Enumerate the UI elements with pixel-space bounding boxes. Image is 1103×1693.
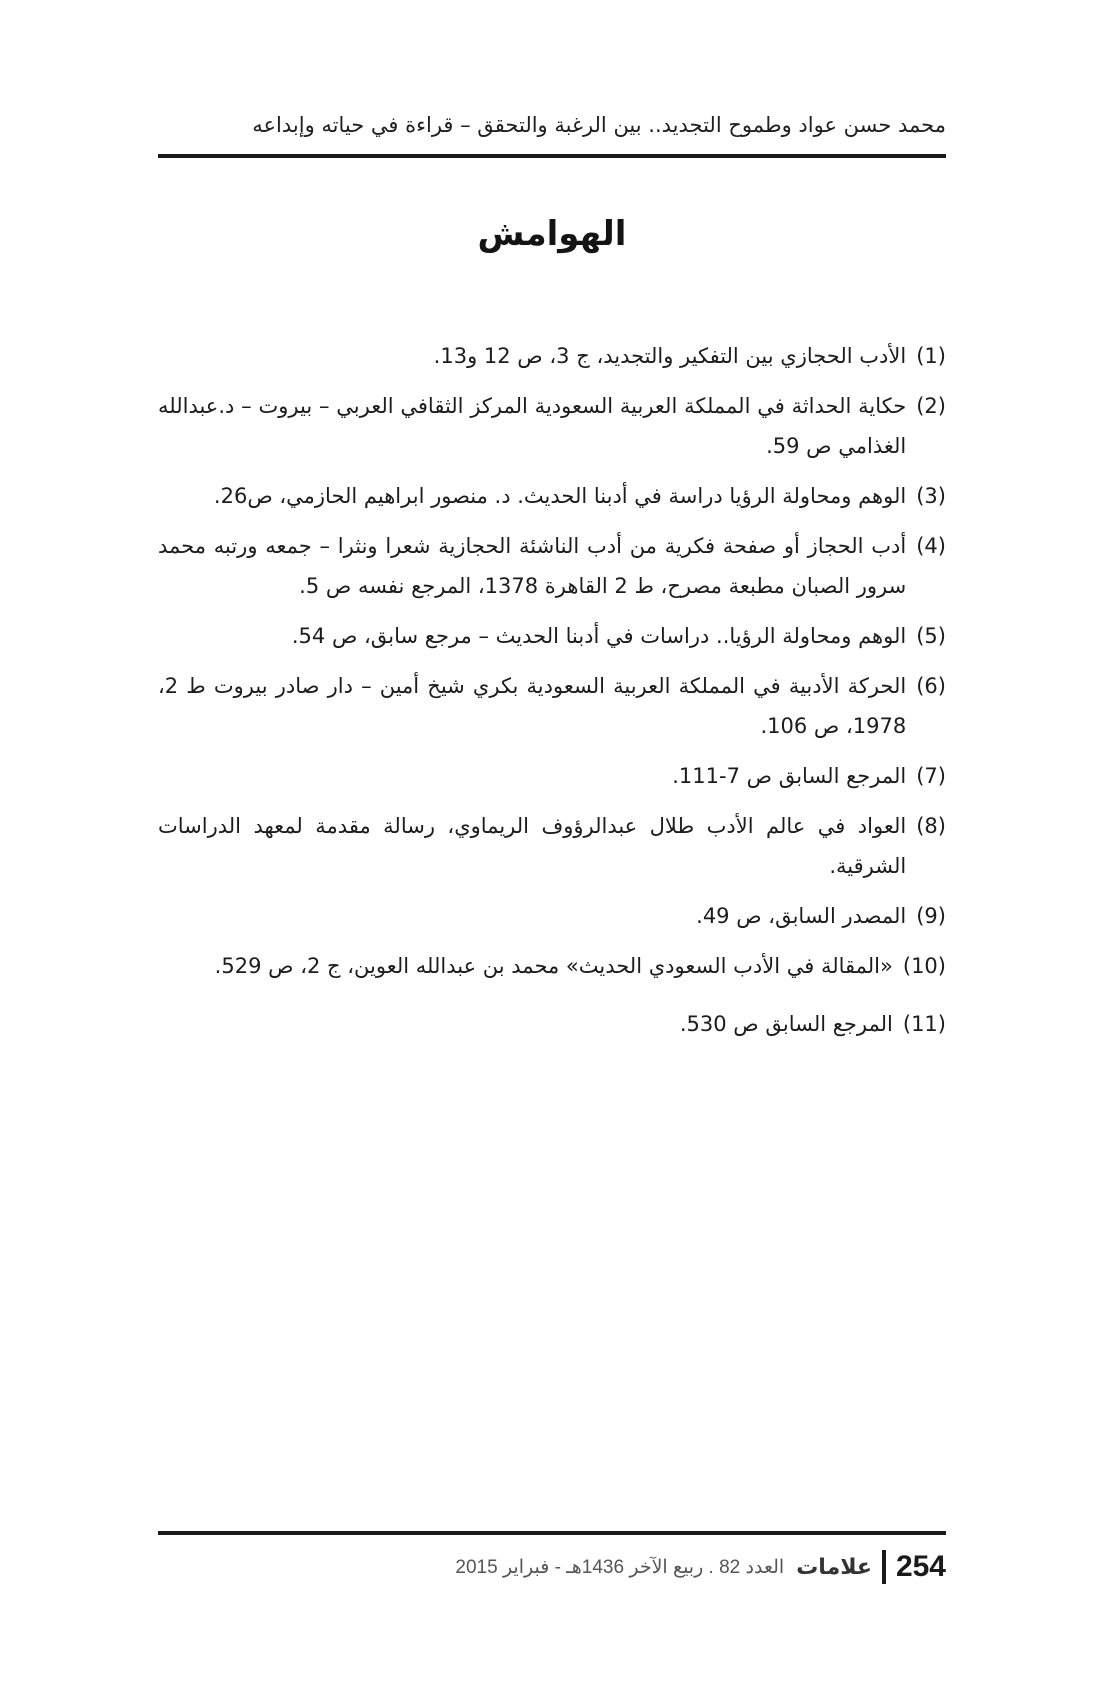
footnote-text: حكاية الحداثة في المملكة العربية السعودية المركز الثقافي العربي – بيروت – د.عبدالله الغذامي ص 59. <box>158 394 907 458</box>
footnote-number: (3) <box>916 484 946 508</box>
footer-divider <box>882 1550 886 1584</box>
section-title: الهوامش <box>477 214 627 254</box>
footnote-text: الوهم ومحاولة الرؤيا.. دراسات في أدبنا الحديث – مرجع سابق، ص 54. <box>291 624 907 648</box>
footnote-number: (9) <box>916 904 946 928</box>
footnote-text: «المقالة في الأدب السعودي الحديث» محمد بن عبدالله العوين، ج 2، ص 529. <box>214 954 893 978</box>
footnote-text: الوهم ومحاولة الرؤيا دراسة في أدبنا الحديث. د. منصور ابراهيم الحازمي، ص26. <box>213 484 907 508</box>
footnote-number: (7) <box>916 764 946 788</box>
footnote-number: (5) <box>916 624 946 648</box>
footnote-text: المصدر السابق، ص 49. <box>696 904 907 928</box>
footnote-text: الأدب الحجازي بين التفكير والتجديد، ج 3، ص 12 و13. <box>433 344 907 368</box>
running-header: محمد حسن عواد وطموح التجديد.. بين الرغبة والتحقق – قراءة في حياته وإبداعه <box>252 113 946 137</box>
footnote-number: (8) <box>916 814 946 838</box>
footnote-text: العواد في عالم الأدب طلال عبدالرؤوف الريماوي، رسالة مقدمة لمعهد الدراسات الشرقية. <box>158 814 907 878</box>
footnote-item <box>158 476 946 516</box>
footnote-item <box>158 616 946 656</box>
footnote-text: المرجع السابق ص 530. <box>679 1012 893 1036</box>
footnote-item <box>158 666 946 746</box>
footer-rule <box>158 1531 946 1535</box>
footnote-item <box>158 896 946 936</box>
footnote-number: (6) <box>916 674 946 698</box>
footnote-text: الحركة الأدبية في المملكة العربية السعودية بكري شيخ أمين – دار صادر بيروت ط 2، 1978، ص 106. <box>158 674 907 738</box>
footnote-number: (11) <box>902 1012 946 1036</box>
footnote-item <box>158 526 946 606</box>
header-rule <box>158 154 946 158</box>
footnote-text: أدب الحجاز أو صفحة فكرية من أدب الناشئة الحجازية شعرا ونثرا – جمعه ورتبه محمد سرور الصبان مطبعة مصرح، ط 2 القاهرة 1378، المرجع نفسه ص 5. <box>158 534 907 598</box>
footnote-item <box>158 336 946 376</box>
footnotes-list <box>158 336 946 1054</box>
footnote-item <box>158 806 946 886</box>
footnote-item <box>158 386 946 466</box>
issue-info: العدد 82 . ربيع الآخر 1436هـ - فبراير 2015 <box>455 1556 785 1578</box>
footnote-item <box>158 946 946 986</box>
footnote-item <box>158 756 946 796</box>
footnote-number: (2) <box>916 394 946 418</box>
footnote-number: (1) <box>916 344 946 368</box>
footnote-item <box>158 1004 946 1044</box>
footnote-number: (4) <box>916 534 946 558</box>
page-number: 254 <box>895 1550 946 1583</box>
journal-name: علامات <box>796 1554 872 1580</box>
footnote-number: (10) <box>902 954 946 978</box>
page-footer <box>158 1544 946 1590</box>
footnote-text: المرجع السابق ص 7-111. <box>672 764 907 788</box>
